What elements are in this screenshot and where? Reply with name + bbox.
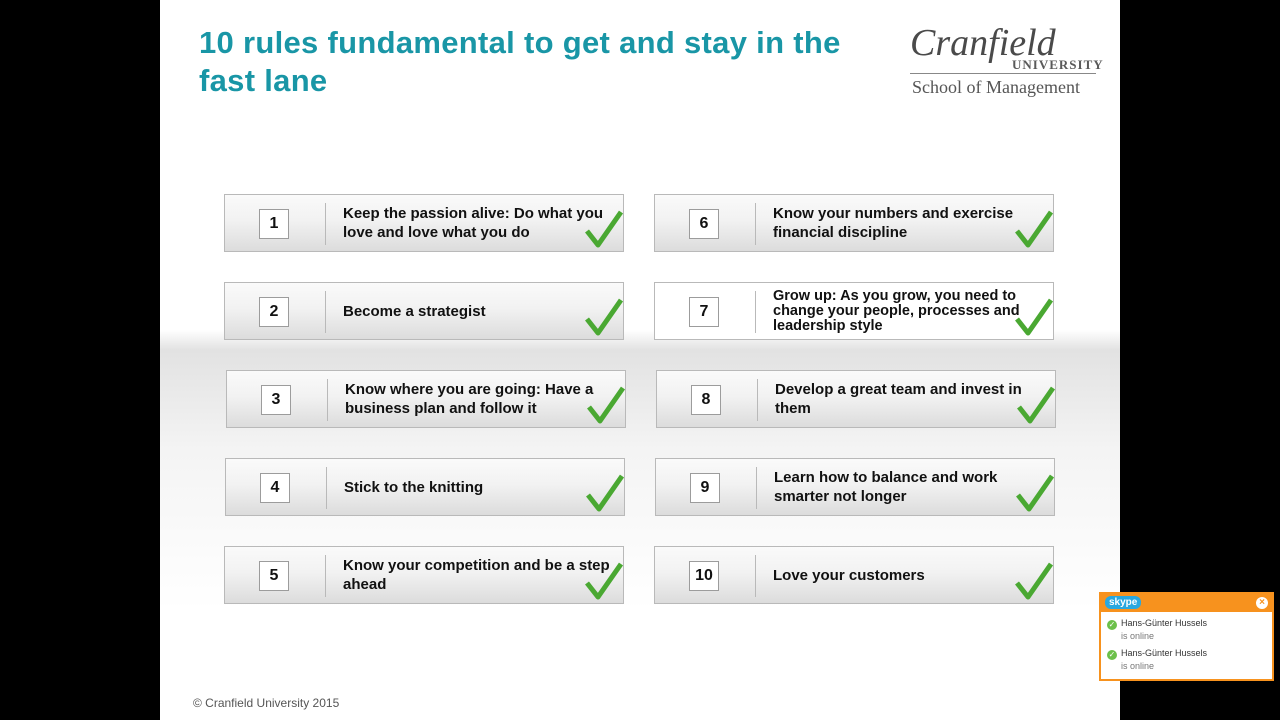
rule-separator (755, 555, 756, 597)
checkmark-icon (585, 561, 623, 601)
contact-status: is online (1121, 661, 1155, 671)
online-status-icon: ✓ (1108, 620, 1116, 629)
rule-separator (325, 203, 326, 245)
rule-box-8 (656, 370, 1056, 428)
checkmark-icon (1016, 473, 1054, 513)
copyright-footer: © Cranfield University 2015 (193, 696, 340, 710)
checkmark-icon (1017, 385, 1055, 425)
checkmark-icon (1015, 561, 1053, 601)
rule-number: 9 (690, 473, 720, 503)
rule-box-2 (224, 282, 624, 340)
rule-text: Keep the passion alive: Do what you love and love what you do (343, 205, 604, 241)
rule-separator (756, 467, 757, 509)
checkmark-icon (586, 473, 624, 513)
rule-text: Know your numbers and exercise financial discipline (773, 205, 1014, 241)
skype-notification[interactable] (1099, 592, 1274, 681)
rule-separator (755, 291, 756, 333)
logo-divider (910, 73, 1096, 74)
rule-text: Learn how to balance and work smarter not longer (774, 469, 998, 505)
rule-box-10 (654, 546, 1054, 604)
online-status-icon: ✓ (1108, 650, 1116, 659)
rule-number: 6 (689, 209, 719, 239)
checkmark-icon (587, 385, 625, 425)
rule-number: 3 (261, 385, 291, 415)
contact-name: Hans-Günter Hussels (1121, 648, 1208, 658)
slide-title: 10 rules fundamental to get and stay in the fast lane (199, 25, 841, 98)
rule-number: 8 (691, 385, 721, 415)
rule-box-6 (654, 194, 1054, 252)
checkmark-icon (1015, 297, 1053, 337)
rule-separator (326, 467, 327, 509)
rule-text: Become a strategist (343, 302, 486, 320)
rule-box-7 (654, 282, 1054, 340)
skype-contact[interactable] (1101, 642, 1272, 672)
rule-number: 7 (689, 297, 719, 327)
rule-box-4 (225, 458, 625, 516)
logo-university: UNIVERSITY (1012, 57, 1104, 72)
rule-number: 2 (259, 297, 289, 327)
checkmark-icon (585, 209, 623, 249)
logo-name: Cranfield (910, 22, 1056, 64)
rule-box-3 (226, 370, 626, 428)
contact-status: is online (1121, 631, 1155, 641)
rule-separator (325, 555, 326, 597)
rule-number: 4 (260, 473, 290, 503)
contact-name: Hans-Günter Hussels (1121, 618, 1208, 628)
checkmark-icon (1015, 209, 1053, 249)
rule-number: 10 (689, 561, 719, 591)
rule-box-9 (655, 458, 1055, 516)
slide (160, 0, 1120, 720)
skype-contact[interactable] (1101, 612, 1272, 642)
rule-box-1 (224, 194, 624, 252)
rule-separator (757, 379, 758, 421)
rule-text: Know your competition and be a step ahead (343, 557, 610, 593)
rule-text: Stick to the knitting (344, 478, 484, 496)
rule-separator (325, 291, 326, 333)
rule-text: Develop a great team and invest in them (775, 381, 1022, 417)
cranfield-logo (908, 22, 1104, 102)
close-icon[interactable]: × (1256, 597, 1268, 609)
rule-separator (327, 379, 328, 421)
rule-text: Love your customers (773, 566, 925, 584)
rule-text: Know where you are going: Have a business plan and follow it (345, 381, 594, 417)
rule-separator (755, 203, 756, 245)
rule-number: 5 (259, 561, 289, 591)
checkmark-icon (585, 297, 623, 337)
logo-school: School of Management (912, 77, 1080, 97)
rule-box-5 (224, 546, 624, 604)
skype-logo: skype (1105, 596, 1141, 609)
rule-number: 1 (259, 209, 289, 239)
skype-header (1101, 594, 1272, 612)
rule-text: Grow up: As you grow, you need to change your people, processes and leadership style (773, 287, 1020, 334)
